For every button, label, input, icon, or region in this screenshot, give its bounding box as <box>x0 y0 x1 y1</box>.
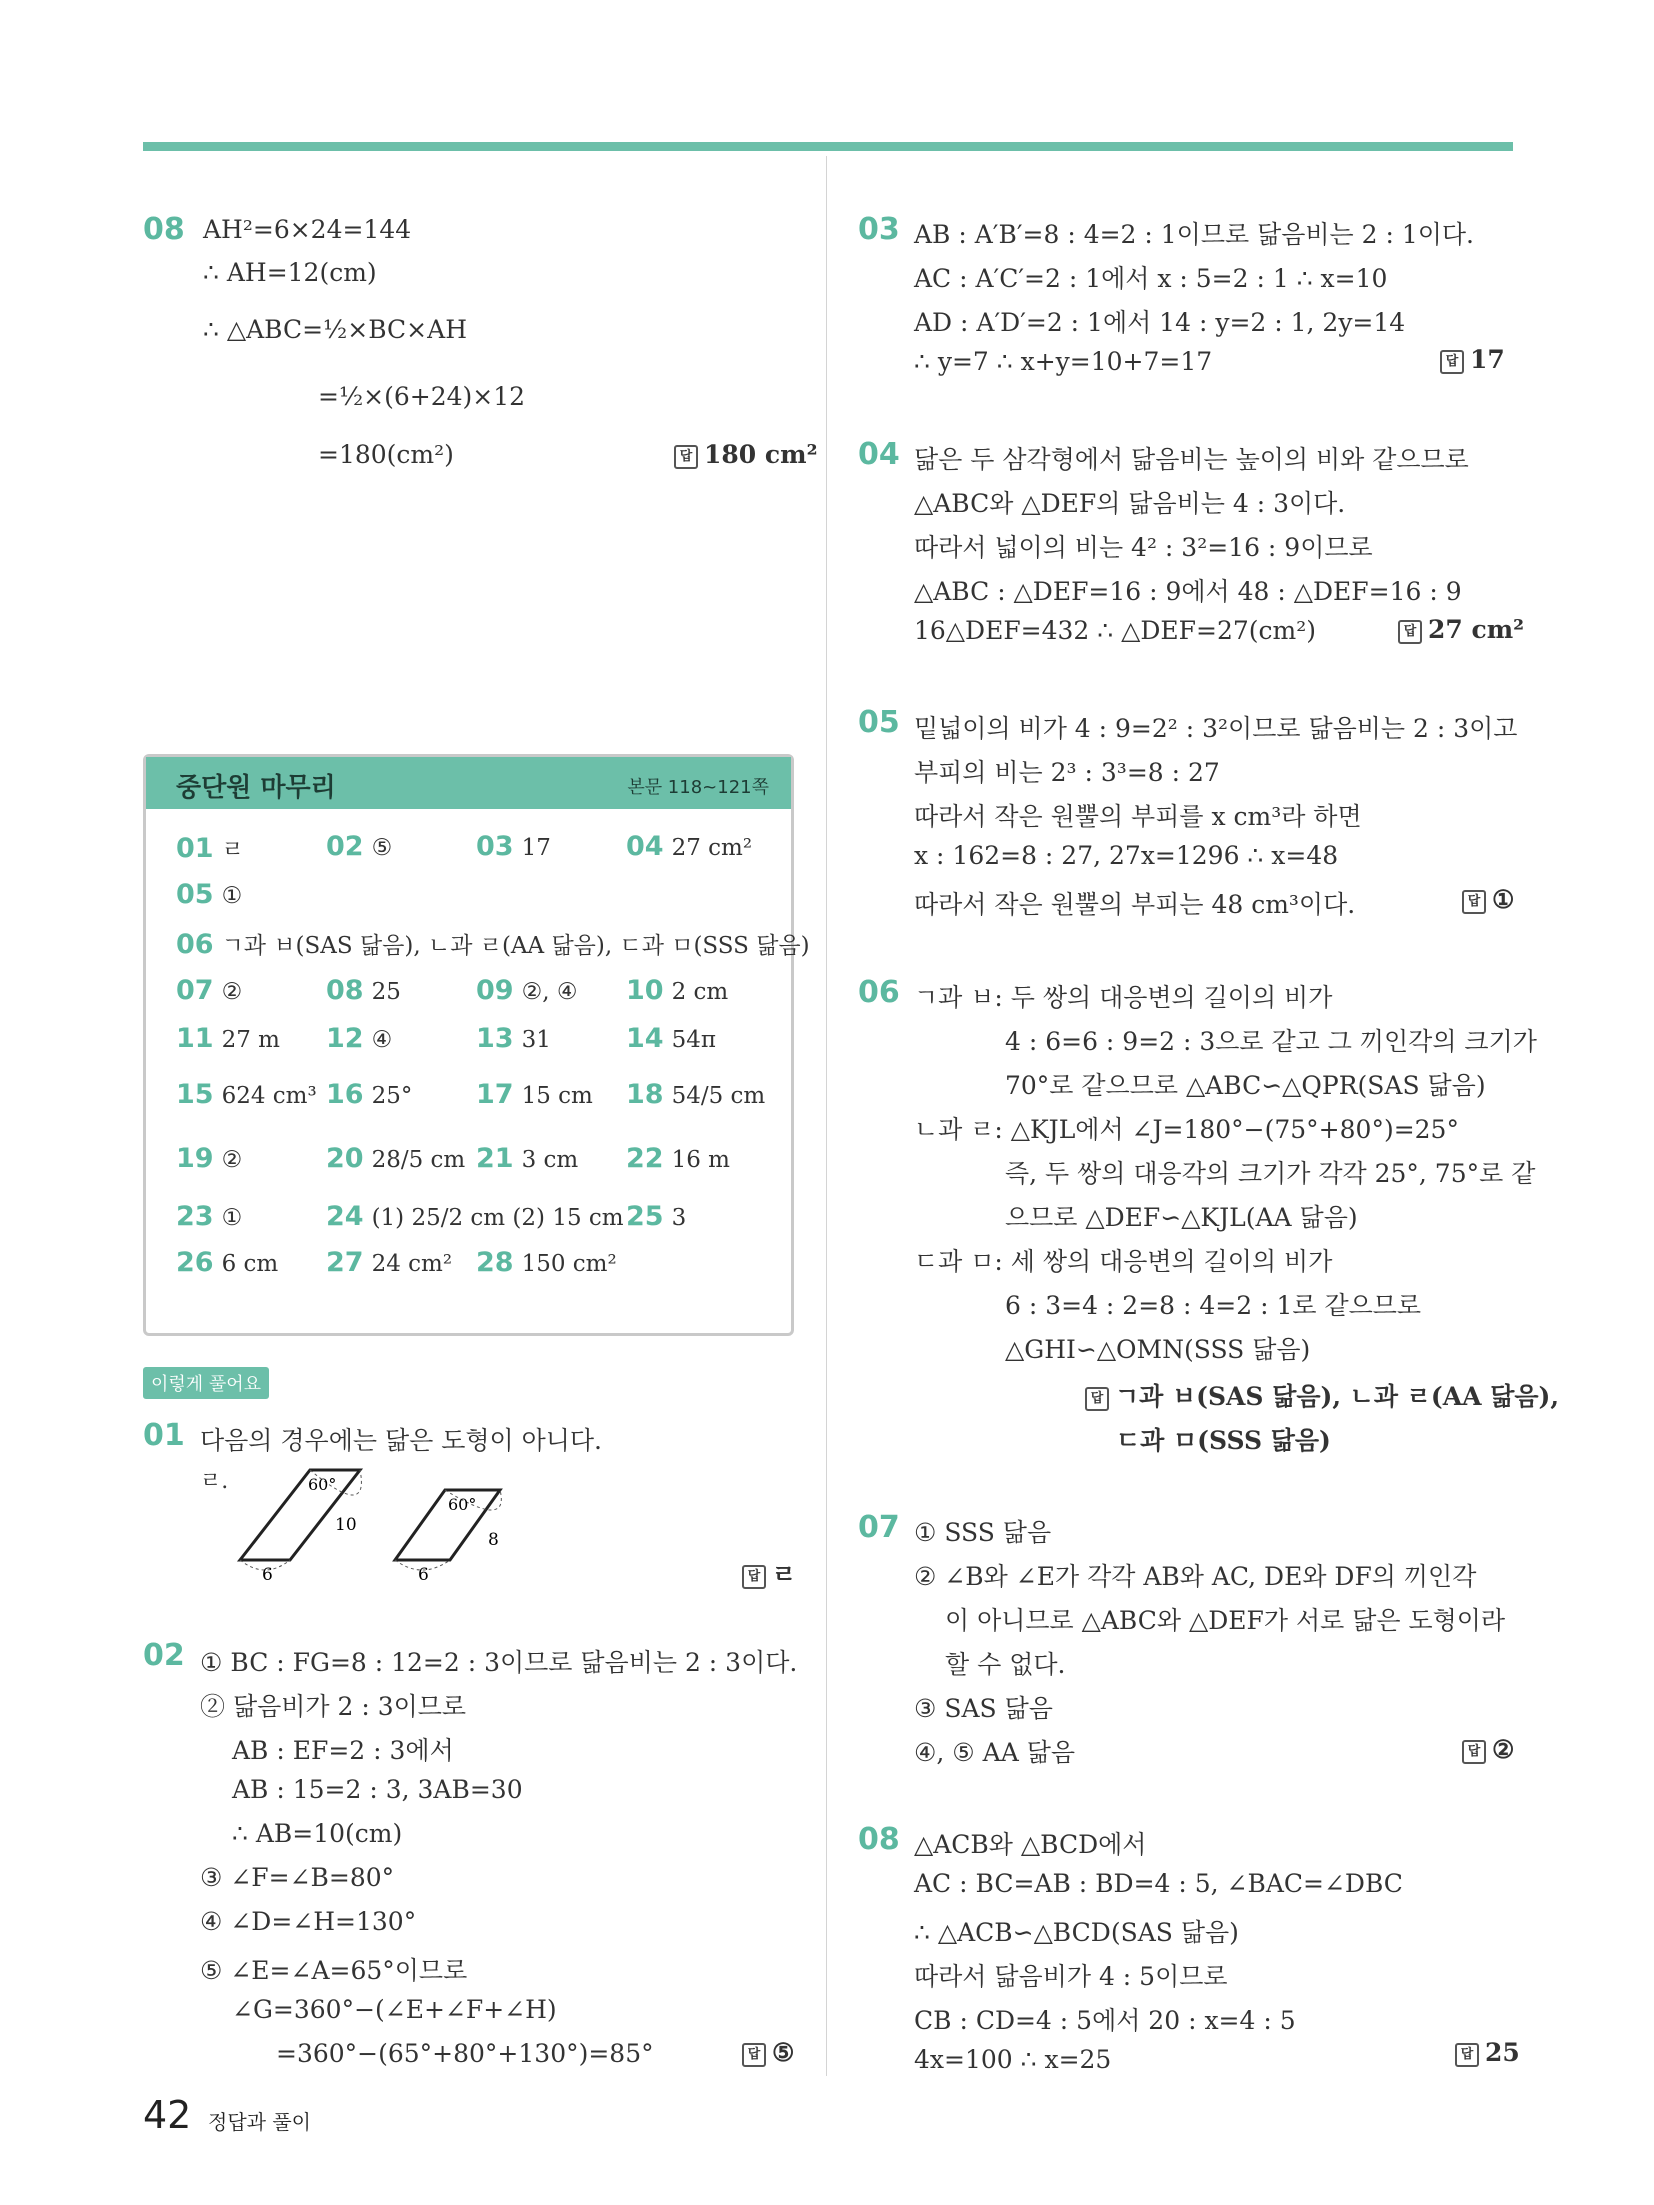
solution-line: ① SSS 닮음 <box>914 1518 1052 1547</box>
base-label-1: 6 <box>262 1565 273 1585</box>
solution-line: 즉, 두 쌍의 대응각의 크기가 각각 25°, 75°로 같 <box>1005 1159 1536 1188</box>
review-item-number: 18 <box>626 1079 664 1110</box>
angle-label-2: 60° <box>448 1495 477 1514</box>
side-label-1: 10 <box>335 1515 357 1535</box>
review-item-value: 3 <box>671 1205 687 1231</box>
review-item <box>176 831 244 864</box>
review-item-number: 02 <box>326 831 364 862</box>
solution-line: AH²=6×24=144 <box>203 215 412 244</box>
review-item-number: 05 <box>176 879 214 910</box>
answer-mark-icon: 답 <box>742 1565 766 1589</box>
solution-line: AB : 15=2 : 3, 3AB=30 <box>232 1775 523 1804</box>
review-page-ref: 본문 118~121쪽 <box>627 777 769 798</box>
solution-line: ② ∠B와 ∠E가 각각 AB와 AC, DE와 DF의 끼인각 <box>914 1562 1477 1591</box>
review-item <box>626 1079 765 1110</box>
review-item-number: 04 <box>626 831 664 862</box>
review-item-number: 08 <box>326 975 364 1006</box>
review-item <box>626 1143 730 1174</box>
solution-line: 이 아니므로 △ABC와 △DEF가 서로 닮은 도형이라 <box>945 1606 1506 1635</box>
review-item-value: 54π <box>671 1027 716 1053</box>
review-item-value: 6 cm <box>221 1251 279 1277</box>
question-number: 06 <box>858 975 900 1010</box>
review-item-value: 28/5 cm <box>371 1147 466 1173</box>
solution-line: 다음의 경우에는 닮은 도형이 아니다. <box>200 1426 602 1455</box>
review-item <box>176 1201 242 1232</box>
question-number: 08 <box>858 1822 900 1857</box>
solution-line: ∠G=360°−(∠E+∠F+∠H) <box>232 1995 557 2024</box>
answer-mark-icon: 답 <box>1440 350 1464 374</box>
parallelogram-figures <box>230 1460 530 1590</box>
review-item-number: 12 <box>326 1023 364 1054</box>
review-item-value: ㄹ <box>221 837 244 863</box>
answer-value: ① <box>1492 885 1515 914</box>
solution-line: 밑넓이의 비가 4 : 9=2² : 3²이므로 닮음비는 2 : 3이고 <box>914 714 1518 743</box>
solution-line: 할 수 없다. <box>945 1650 1066 1679</box>
answer-value: ② <box>1492 1735 1515 1764</box>
figure-label: ㄹ. <box>200 1469 229 1494</box>
review-item-number: 06 <box>176 929 214 960</box>
review-item <box>476 1023 551 1054</box>
explain-tag: 이렇게 풀어요 <box>143 1367 269 1399</box>
answer-value: ㄱ과 ㅂ(SAS 닮음), ㄴ과 ㄹ(AA 닮음), <box>1115 1382 1560 1411</box>
answer <box>1398 615 1524 644</box>
answer-mark-icon: 답 <box>1455 2043 1479 2067</box>
review-item-number: 07 <box>176 975 214 1006</box>
answer <box>1462 885 1514 914</box>
review-item-value: 27 m <box>221 1027 280 1053</box>
review-item-value: 150 cm² <box>521 1251 617 1277</box>
solution-line: 부피의 비는 2³ : 3³=8 : 27 <box>914 758 1220 787</box>
review-item-number: 17 <box>476 1079 514 1110</box>
top-accent-bar <box>143 142 1513 151</box>
review-item-value: 624 cm³ <box>221 1083 317 1109</box>
solution-line: AB : EF=2 : 3에서 <box>232 1736 454 1765</box>
solution-line: 6 : 3=4 : 2=8 : 4=2 : 1로 같으므로 <box>1005 1291 1422 1320</box>
solution-line: 닮은 두 삼각형에서 닮음비는 높이의 비와 같으므로 <box>914 445 1469 474</box>
review-item-value: 27 cm² <box>671 835 753 861</box>
answer-mark-icon: 답 <box>1462 890 1486 914</box>
review-box <box>143 754 810 1336</box>
review-item-value: 24 cm² <box>371 1251 453 1277</box>
solution-line: 16△DEF=432 ∴ △DEF=27(cm²) <box>914 616 1317 645</box>
solution-line: ∴ AB=10(cm) <box>232 1819 403 1848</box>
answer <box>1085 1377 1559 1413</box>
answer <box>1455 2038 1520 2067</box>
review-item-number: 10 <box>626 975 664 1006</box>
question-number: 02 <box>143 1638 185 1673</box>
solution-line: 따라서 작은 원뿔의 부피를 x cm³라 하면 <box>914 802 1362 831</box>
review-item-number: 03 <box>476 831 514 862</box>
question-number: 08 <box>143 212 185 247</box>
review-item-number: 13 <box>476 1023 514 1054</box>
solution-line: △ABC와 △DEF의 닮음비는 4 : 3이다. <box>914 489 1346 518</box>
review-item <box>476 1247 617 1278</box>
solution-line: ㄴ과 ㄹ: △KJL에서 ∠J=180°−(75°+80°)=25° <box>914 1115 1459 1144</box>
review-item-number: 24 <box>326 1201 364 1232</box>
solution-line: 70°로 같으므로 △ABC∽△QPR(SAS 닮음) <box>1005 1071 1486 1100</box>
review-item-value: 54/5 cm <box>671 1083 766 1109</box>
review-item-number: 11 <box>176 1023 214 1054</box>
solution-line: ㄷ과 ㅁ: 세 쌍의 대응변의 길이의 비가 <box>914 1247 1333 1276</box>
review-item-number: 25 <box>626 1201 664 1232</box>
review-item-value: 3 cm <box>521 1147 579 1173</box>
review-item-value: ② <box>221 1147 243 1173</box>
review-item-value: 31 <box>521 1027 551 1053</box>
solution-line: ④, ⑤ AA 닮음 <box>914 1738 1076 1767</box>
review-item-number: 26 <box>176 1247 214 1278</box>
review-item <box>326 1079 412 1110</box>
answer-mark-icon: 답 <box>674 445 698 469</box>
answer-mark-icon: 답 <box>1462 1740 1486 1764</box>
review-item <box>176 1247 278 1278</box>
review-item-number: 14 <box>626 1023 664 1054</box>
page-number: 42 <box>143 2093 192 2137</box>
review-item-value: ① <box>221 883 243 909</box>
review-item-value: ① <box>221 1205 243 1231</box>
solution-line: ∴ AH=12(cm) <box>203 258 377 287</box>
answer <box>742 2038 794 2067</box>
review-item <box>476 1079 593 1110</box>
question-number: 04 <box>858 437 900 472</box>
solution-line: ∴ △ABC=½×BC×AH <box>203 315 467 344</box>
review-item <box>176 975 242 1006</box>
review-item-value: 15 cm <box>521 1083 593 1109</box>
answer-value: 180 cm² <box>704 440 818 469</box>
answer-value: 25 <box>1485 2038 1520 2067</box>
review-item-number: 23 <box>176 1201 214 1232</box>
solution-line: =360°−(65°+80°+130°)=85° <box>276 2039 654 2068</box>
answer-continued: ㄷ과 ㅁ(SSS 닮음) <box>1116 1426 1331 1455</box>
answer-value: 27 cm² <box>1428 615 1525 644</box>
review-item <box>626 1023 716 1054</box>
answer-mark-icon: 답 <box>1085 1387 1109 1411</box>
solution-line: ① BC : FG=8 : 12=2 : 3이므로 닮음비는 2 : 3이다. <box>200 1648 798 1677</box>
review-item <box>626 975 728 1006</box>
solution-line: 따라서 닮음비가 4 : 5이므로 <box>914 1962 1228 1991</box>
review-item-value: ④ <box>371 1027 393 1053</box>
review-item-value: 16 m <box>671 1147 730 1173</box>
review-item-number: 19 <box>176 1143 214 1174</box>
review-item <box>476 975 577 1006</box>
solution-line: AC : A′C′=2 : 1에서 x : 5=2 : 1 ∴ x=10 <box>914 264 1388 293</box>
solution-line: 따라서 작은 원뿔의 부피는 48 cm³이다. <box>914 890 1356 919</box>
review-item-value: (1) 25/2 cm (2) 15 cm <box>371 1205 624 1231</box>
question-number: 07 <box>858 1510 900 1545</box>
solution-line: △ACB와 △BCD에서 <box>914 1830 1147 1859</box>
solution-line: x : 162=8 : 27, 27x=1296 ∴ x=48 <box>914 841 1339 870</box>
review-item <box>176 1023 280 1054</box>
review-item-value: 25° <box>371 1083 413 1109</box>
answer <box>742 1555 796 1591</box>
base-label-2: 6 <box>418 1565 429 1585</box>
review-item <box>326 975 401 1006</box>
review-item <box>326 1023 392 1054</box>
answer <box>674 440 818 469</box>
solution-line: △GHI∽△OMN(SSS 닮음) <box>1005 1335 1311 1364</box>
solution-line: ∴ △ACB∽△BCD(SAS 닮음) <box>914 1918 1239 1947</box>
solution-line: AD : A′D′=2 : 1에서 14 : y=2 : 1, 2y=14 <box>914 308 1406 337</box>
review-item <box>176 1079 317 1110</box>
review-item <box>326 831 392 862</box>
review-item <box>626 1201 686 1232</box>
page-label: 정답과 풀이 <box>208 2110 311 2134</box>
solution-line: ⑤ ∠E=∠A=65°이므로 <box>200 1956 468 1985</box>
review-item-number: 27 <box>326 1247 364 1278</box>
review-item <box>476 1143 578 1174</box>
review-item <box>476 831 551 862</box>
review-item <box>326 1201 624 1232</box>
review-item-number: 01 <box>176 833 214 864</box>
solution-line: ㄱ과 ㅂ: 두 쌍의 대응변의 길이의 비가 <box>914 983 1333 1012</box>
solution-line: ③ SAS 닮음 <box>914 1694 1053 1723</box>
answer-mark-icon: 답 <box>1398 620 1422 644</box>
review-item-number: 28 <box>476 1247 514 1278</box>
review-item-value: 25 <box>371 979 401 1005</box>
solution-line: 4 : 6=6 : 9=2 : 3으로 같고 그 끼인각의 크기가 <box>1005 1027 1537 1056</box>
angle-label-1: 60° <box>308 1475 337 1494</box>
answer-value: ⑤ <box>772 2038 795 2067</box>
solution-line: 으므로 △DEF∽△KJL(AA 닮음) <box>1005 1203 1358 1232</box>
solution-line: ② 닮음비가 2 : 3이므로 <box>200 1692 467 1721</box>
question-number: 01 <box>143 1418 185 1453</box>
review-item-number: 16 <box>326 1079 364 1110</box>
review-item <box>176 1143 242 1174</box>
review-item-value: 2 cm <box>671 979 729 1005</box>
side-label-2: 8 <box>488 1530 499 1550</box>
solution-line: 따라서 넓이의 비는 4² : 3²=16 : 9이므로 <box>914 533 1373 562</box>
solution-line: ③ ∠F=∠B=80° <box>200 1863 395 1892</box>
review-item-value: ⑤ <box>371 835 393 861</box>
review-item-value: ②, ④ <box>521 979 578 1005</box>
answer <box>1462 1735 1514 1764</box>
review-item <box>176 927 810 960</box>
solution-line: ∴ y=7 ∴ x+y=10+7=17 <box>914 347 1213 376</box>
solution-line: AC : BC=AB : BD=4 : 5, ∠BAC=∠DBC <box>914 1869 1403 1898</box>
review-box-header <box>146 757 791 809</box>
solution-line: CB : CD=4 : 5에서 20 : x=4 : 5 <box>914 2006 1296 2035</box>
solution-line: AB : A′B′=8 : 4=2 : 1이므로 닮음비는 2 : 1이다. <box>914 220 1474 249</box>
question-number: 05 <box>858 705 900 740</box>
answer-mark-icon: 답 <box>742 2043 766 2067</box>
review-item-number: 15 <box>176 1079 214 1110</box>
review-item-value: 17 <box>521 835 551 861</box>
review-title: 중단원 마무리 <box>176 773 336 803</box>
review-item-number: 22 <box>626 1143 664 1174</box>
review-item <box>326 1247 452 1278</box>
solution-line: =180(cm²) <box>318 440 454 469</box>
solution-line: △ABC : △DEF=16 : 9에서 48 : △DEF=16 : 9 <box>914 577 1462 606</box>
review-item-number: 09 <box>476 975 514 1006</box>
solution-line: 4x=100 ∴ x=25 <box>914 2045 1112 2074</box>
question-number: 03 <box>858 212 900 247</box>
review-item <box>326 1143 465 1174</box>
answer-value: ㄹ <box>772 1560 797 1589</box>
solution-line: =½×(6+24)×12 <box>318 382 526 411</box>
review-item-value: ㄱ과 ㅂ(SAS 닮음), ㄴ과 ㄹ(AA 닮음), ㄷ과 ㅁ(SSS 닮음) <box>221 933 810 959</box>
column-divider <box>826 156 827 2076</box>
review-item-number: 20 <box>326 1143 364 1174</box>
answer-value: 17 <box>1470 345 1505 374</box>
review-item-value: ② <box>221 979 243 1005</box>
review-item-number: 21 <box>476 1143 514 1174</box>
solution-line: ④ ∠D=∠H=130° <box>200 1907 417 1936</box>
answer <box>1440 345 1505 374</box>
review-item <box>176 879 242 910</box>
review-item <box>626 831 752 862</box>
